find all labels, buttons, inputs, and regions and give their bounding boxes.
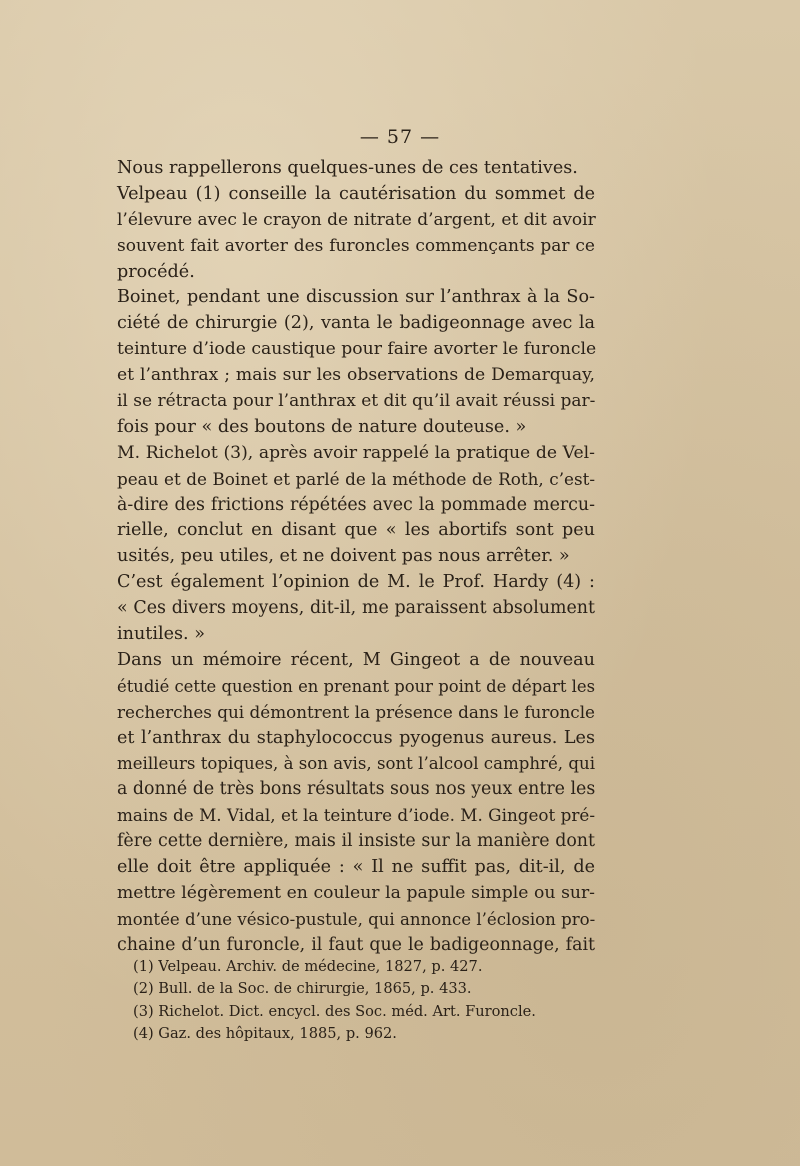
footnote-4: (4) Gaz. des hôpitaux, 1885, p. 962. xyxy=(133,1024,397,1042)
text-line: meilleurs topiques, à son avis, sont l’alcool camphré, qui xyxy=(117,754,595,774)
text-line: rielle, conclut en disant que « les abortifs sont peu xyxy=(117,520,595,541)
text-line: a donné de très bons résultats sous nos yeux entre les xyxy=(117,779,596,800)
text-line: mains de M. Vidal, et la teinture d’iode. M. Gingeot pré- xyxy=(117,805,595,826)
text-line: fère cette dernière, mais il insiste sur la manière dont xyxy=(117,831,595,852)
text-line: inutiles. » xyxy=(117,624,206,645)
text-line: ciété de chirurgie (2), vanta le badigeonnage avec la xyxy=(117,313,595,334)
text-line: fois pour « des boutons de nature douteuse. » xyxy=(117,416,527,437)
text-line: C’est également l’opinion de M. le Prof. Hardy (4) : xyxy=(117,572,595,593)
text-line: Boinet, pendant une discussion sur l’anthrax à la So- xyxy=(117,287,595,308)
text-line: étudié cette question en prenant pour point de départ les xyxy=(117,676,596,696)
text-line: à-dire des frictions répétées avec la pommade mercu- xyxy=(117,494,595,515)
text-line: et l’anthrax ; mais sur les observations de Demarquay, xyxy=(117,365,595,386)
text-line: chaine d’un furoncle, il faut que le badigeonnage, fait xyxy=(117,934,595,955)
text-line: souvent fait avorter des furoncles commençants par ce xyxy=(117,235,595,256)
body-text xyxy=(117,156,595,959)
text-line: usités, peu utiles, et ne doivent pas nous arrêter. » xyxy=(117,546,570,567)
footnote-2: (2) Bull. de la Soc. de chirurgie, 1865, p. 433. xyxy=(133,980,472,998)
footnotes xyxy=(133,956,593,1045)
text-line: mettre légèrement en couleur la papule simple ou sur- xyxy=(117,882,595,903)
footnote-1: (1) Velpeau. Archiv. de médecine, 1827, p. 427. xyxy=(133,958,483,975)
text-line: teinture d’iode caustique pour faire avorter le furoncle xyxy=(117,339,597,360)
text-line: « Ces divers moyens, dit-il, me paraissent absolument xyxy=(117,598,595,619)
page-number: — 57 — xyxy=(359,126,441,148)
text-line: M. Richelot (3), après avoir rappelé la pratique de Vel- xyxy=(117,442,595,463)
text-line: procédé. xyxy=(117,261,195,282)
text-line: et l’anthrax du staphylococcus pyogenus aureus. Les xyxy=(117,727,595,748)
text-line: peau et de Boinet et parlé de la méthode de Roth, c’est- xyxy=(117,468,595,489)
text-line: il se rétracta pour l’anthrax et dit qu’il avait réussi par- xyxy=(117,391,596,412)
text-line: elle doit être appliquée : « Il ne suffit pas, dit-il, de xyxy=(117,857,595,878)
text-line: recherches qui démontrent la présence dans le furoncle xyxy=(117,701,595,722)
text-line: montée d’une vésico-pustule, qui annonce l’éclosion pro- xyxy=(117,909,596,929)
text-line: Nous rappellerons quelques-unes de ces tentatives. xyxy=(117,158,578,178)
text-line: Velpeau (1) conseille la cautérisation du sommet de xyxy=(117,183,595,204)
text-line: l’élevure avec le crayon de nitrate d’argent, et dit avoir xyxy=(117,209,596,230)
text-line: Dans un mémoire récent, M Gingeot a de nouveau xyxy=(117,649,595,670)
footnote-3: (3) Richelot. Dict. encycl. des Soc. méd. Art. Furoncle. xyxy=(133,1002,536,1020)
